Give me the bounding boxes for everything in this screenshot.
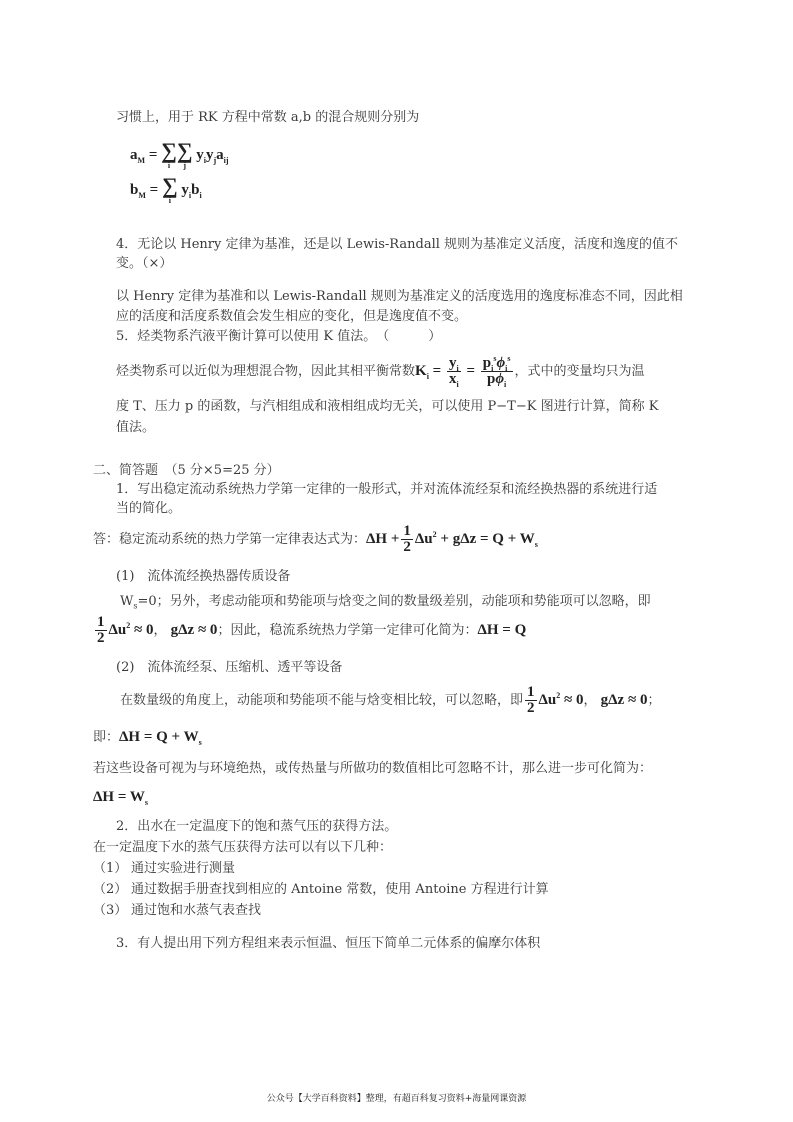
ke-approx: $\frac{1}{2}$ $\Delta u^2 \approx 0$ [97,614,154,646]
case-2-text: 在数量级的角度上，动能项和势能项不能与焓变相比较，可以忽略，即 $\frac{1}{2}$ $\Delta u^2 \approx 0$， gΔz ≈ 0； [120,684,661,716]
symbol: y [181,181,189,198]
case-2-title: (2) 流体流经泵、压缩机、透平等设备 [116,660,343,675]
subscript: ij [223,155,229,165]
first-law-equation: ΔH + $\frac{1}{2}$ $\Delta u^2 + g\Delta z = Q + W_s$ [366,523,538,555]
subscript: i [188,190,192,200]
q5-answer-1 [93,356,713,387]
subscript: M [138,190,146,200]
symbol: y [196,146,204,163]
s1-question-1: 1．写出稳定流动系统热力学第一定律的一般形式，并对流体流经泵和流经换热器的系统进行适 [116,482,658,497]
sum-i: ∑ i [161,173,178,205]
q5-line1: 5．烃类物系汽液平衡计算可以使用 K 值法。 （ ） [116,329,442,344]
pe-approx: gΔz ≈ 0 [600,691,648,708]
q4-line2: 变。（×） [116,256,173,271]
list-item: （3） 通过饱和水蒸气表查找 [93,903,262,918]
section-title: 二、简答题 （5 分×5=25 分） [93,463,280,478]
list-item: （1） 通过实验进行测量 [93,861,236,876]
subscript: j [213,155,217,165]
symbol: a [216,146,224,163]
symbol: a [130,146,138,163]
q4-answer-1: 以 Henry 定律为基准和以 Lewis-Randall 规则为基准定义的活度选用的逸度标准态不同，因此相 [116,289,683,304]
case-2-note: 若这些设备可视为与环境绝热，或传热量与所做功的数值相比可忽略不计，那么进一步可化简为： [93,761,653,776]
subscript: i [199,190,202,200]
list-item: （2） 通过数据手册查找到相应的 Antoine 常数，使用 Antoine 方程进行计算 [93,882,549,897]
symbol: b [130,181,139,198]
q5-answer-3: 值法。 [116,420,156,435]
q4-line1: 4．无论以 Henry 定律为基准，还是以 Lewis-Randall 规则为基准定义活度，活度和逸度的值不 [116,237,679,252]
footer-note: 公众号【大学百科资料】整理，有超百科复习资料+海量网课资源 [266,1094,527,1104]
case-1-result: $\frac{1}{2}$ $\Delta u^2 \approx 0$， gΔz ≈ 0；因此，稳流系统热力学第一定律可化简为：ΔH = Q [93,615,713,646]
pe-approx: gΔz ≈ 0 [170,621,218,638]
q4-answer-2: 应的活度和活度系数值会发生相应的变化，但是逸度值不变。 [116,309,468,324]
s3-question: 3．有人提出用下列方程组来表示恒温、恒压下简单二元体系的偏摩尔体积 [116,936,541,951]
am-formula [93,138,713,170]
sum-j: ∑ j [176,138,193,170]
rk-mixing-rule-intro: 习惯上，用于 RK 方程中常数 a,b 的混合规则分别为 [116,110,420,125]
q5-answer-2: 度 T、压力 p 的函数，与汽相组成和液相组成均无关，可以使用 P−T−K 图进行计算，简称 K [116,399,659,414]
text: 答：稳定流动系统的热力学第一定律表达式为： [93,531,367,547]
ke-approx: $\frac{1}{2}$ $\Delta u^2 \approx 0$ [527,684,584,716]
k-formula: $K_i$ = $\frac{y_i}{x_i}$ = $\frac{p_i^s\phi_i^s}{p\phi_i}$ [415,354,511,389]
dh-ws: $\Delta H = W_s$ [93,789,148,807]
case-2-result: 即：$\Delta H = Q + W_s$ [93,729,202,747]
equals: = [148,146,158,163]
bm-formula [93,173,713,205]
text: ，式中的变量均只为温 [514,363,645,379]
s2-intro: 在一定温度下水的蒸气压获得方法可以有以下几种： [93,840,393,855]
case-1-title: (1) 流体流经换热器传质设备 [116,569,291,584]
s1-question-2: 当的简化。 [116,501,182,516]
subscript: M [137,155,146,165]
sum-i: ∑ i [161,138,177,170]
dh-q: ΔH = Q [477,621,527,638]
s1-answer-formula [93,524,713,555]
s2-question: 2．出水在一定温度下的饱和蒸气压的获得方法。 [116,819,398,834]
case-1-text: $W_s=0$；另外，考虑动能项和势能项与焓变之间的数量级差别，动能项和势能项可以忽略，即 [120,594,651,611]
subscript: i [203,155,206,165]
symbol: y [205,146,214,163]
document-body [93,100,713,953]
equals: = [149,181,159,198]
text: 烃类物系可以近似为理想混合物，因此其相平衡常数 [116,363,416,379]
symbol: b [191,181,200,198]
